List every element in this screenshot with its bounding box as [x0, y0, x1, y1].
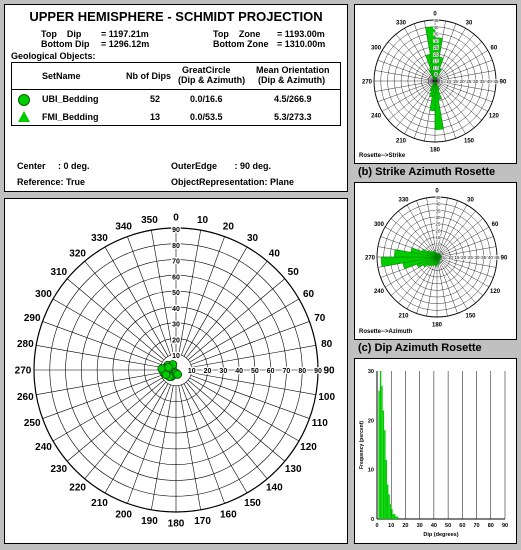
- histogram-y-tick-label: 30: [367, 369, 374, 375]
- top-zone-label: Top Zone: [213, 29, 261, 39]
- strike-rosette-caption: (b) Strike Azimuth Rosette: [354, 164, 517, 180]
- histogram-bar: [395, 517, 396, 519]
- rose-percent-label-north: 20: [433, 51, 439, 57]
- rose-azimuth-label: 150: [465, 313, 476, 320]
- rose-percent-label-east: 45: [493, 79, 499, 84]
- rose-percent-label-north: 15: [435, 235, 441, 240]
- row-count: 52: [150, 94, 161, 104]
- histogram-x-tick-label: 60: [459, 523, 466, 529]
- rose-percent-label-north: 30: [433, 38, 439, 44]
- azimuth-tick-label: 140: [266, 482, 283, 494]
- azimuth-tick-label: 230: [50, 463, 68, 475]
- strike-rosette-panel: [354, 4, 517, 164]
- col-greatcircle-1: GreatCircle: [182, 65, 231, 75]
- table-row[interactable]: [12, 91, 340, 109]
- azimuth-spoke: [184, 247, 247, 356]
- dip-tick-label-east: 30: [219, 368, 228, 375]
- object-representation-setting: ObjectRepresentation: Plane: [171, 177, 295, 187]
- rose-azimuth-label: 240: [371, 113, 382, 120]
- pole-marker: [174, 370, 182, 378]
- info-panel: [4, 4, 348, 192]
- azimuth-tick-label: 350: [141, 214, 158, 226]
- histogram-x-tick-label: 20: [402, 523, 409, 529]
- azimuth-tick-label: 60: [302, 289, 315, 300]
- rose-percent-label-east: 25: [467, 255, 473, 260]
- rose-percent-label-north: 25: [435, 221, 441, 227]
- rose-percent-label-north: 45: [435, 195, 441, 200]
- rose-azimuth-label: 120: [488, 113, 499, 120]
- histogram-bar: [380, 371, 381, 519]
- rose-percent-label-east: 35: [481, 255, 487, 260]
- azimuth-spoke: [184, 384, 247, 493]
- rose-azimuth-label: 300: [371, 45, 382, 52]
- rose-percent-label-east: 15: [452, 79, 458, 84]
- azimuth-tick-label: 290: [23, 313, 41, 325]
- rose-percent-label-east: 45: [494, 255, 500, 260]
- azimuth-tick-label: 190: [141, 516, 158, 528]
- azimuth-tick-label: 250: [23, 417, 41, 429]
- table-row[interactable]: [12, 109, 340, 127]
- row-mean: 5.3/273.3: [274, 112, 312, 122]
- azimuth-tick-label: 110: [311, 417, 328, 429]
- histogram-x-tick-label: 80: [487, 523, 494, 529]
- rose-percent-label-north: 40: [433, 24, 439, 30]
- dip-tick-label-east: 50: [250, 368, 259, 375]
- rose-percent-label-east: 30: [474, 255, 480, 260]
- dip-histogram-chart[interactable]: [355, 359, 516, 543]
- dip-tick-label-east: 20: [203, 368, 212, 375]
- rose-percent-label-east: 5: [440, 79, 444, 84]
- top-dip-value: = 1197.21m: [101, 29, 149, 39]
- azimuth-spoke: [151, 230, 173, 354]
- histogram-bar: [383, 410, 384, 519]
- azimuth-tick-label: 120: [300, 442, 317, 453]
- rose-percent-label-east: 30: [473, 79, 479, 84]
- dip-tick-label-east: 40: [235, 368, 244, 375]
- rose-percent-label-north: 40: [435, 201, 441, 207]
- bottom-zone-label: Bottom Zone: [213, 39, 269, 49]
- top-zone-value: = 1193.00m: [277, 29, 325, 39]
- histogram-bar: [393, 514, 394, 519]
- dip-tick-label-north: 40: [172, 305, 180, 313]
- azimuth-spoke: [151, 386, 173, 510]
- azimuth-spoke: [36, 345, 160, 367]
- col-setname: SetName: [42, 71, 81, 81]
- dip-rosette-panel: [354, 182, 517, 340]
- azimuth-tick-label: 150: [244, 498, 261, 510]
- dip-tick-label-east: 10: [187, 368, 196, 375]
- rose-percent-label-north: 10: [435, 241, 441, 247]
- azimuth-tick-label: 280: [16, 338, 34, 350]
- col-mean-2: (Dip & Azimuth): [258, 75, 326, 85]
- azimuth-tick-label: 320: [69, 248, 86, 260]
- stereonet-panel: [4, 198, 348, 544]
- azimuth-spoke: [179, 230, 201, 354]
- dip-tick-label-east: 60: [266, 368, 275, 375]
- rose-azimuth-label: 0: [433, 11, 437, 18]
- rose-percent-label-east: 10: [447, 255, 453, 260]
- azimuth-spoke: [192, 373, 316, 395]
- azimuth-tick-label: 160: [219, 509, 237, 521]
- rose-azimuth-label: 180: [429, 147, 441, 154]
- top-dip-label: Top Dip: [41, 29, 82, 39]
- strike-rosette-plot[interactable]: [355, 5, 516, 163]
- azimuth-spoke: [53, 299, 162, 362]
- azimuth-tick-label: 20: [222, 221, 234, 233]
- azimuth-tick-label: 240: [35, 442, 52, 453]
- col-nbdips: Nb of Dips: [126, 71, 171, 81]
- bottom-zone-value: = 1310.00m: [277, 39, 326, 49]
- azimuth-spoke: [190, 299, 299, 362]
- dip-rosette-caption: (c) Dip Azimuth Rosette: [354, 340, 517, 356]
- azimuth-tick-label: 50: [287, 267, 299, 279]
- dip-tick-label-north: 60: [172, 274, 180, 282]
- azimuth-tick-label: 330: [91, 232, 108, 244]
- rose-percent-label-north: 10: [433, 65, 439, 71]
- histogram-bar: [391, 509, 392, 519]
- stereonet-plot[interactable]: [5, 199, 347, 543]
- geological-objects-label: Geological Objects:: [11, 51, 96, 61]
- rose-azimuth-label: 270: [361, 79, 373, 86]
- dip-rosette-label: Rosette-->Azimuth: [359, 329, 413, 335]
- row-greatcircle: 0.0/53.5: [190, 112, 223, 122]
- rose-percent-label-east: 40: [486, 79, 492, 84]
- histogram-y-tick-label: 10: [367, 467, 374, 474]
- histogram-bar: [378, 391, 379, 519]
- rose-azimuth-label: 300: [373, 222, 384, 228]
- dip-tick-label-east: 70: [282, 368, 291, 375]
- rose-azimuth-label: 0: [435, 188, 439, 195]
- histogram-bar: [386, 460, 387, 519]
- azimuth-spoke: [53, 378, 162, 441]
- rose-azimuth-label: 210: [398, 313, 409, 320]
- azimuth-tick-label: 170: [194, 516, 211, 528]
- azimuth-spoke: [192, 345, 316, 367]
- azimuth-spoke: [105, 384, 168, 493]
- histogram-bar: [381, 386, 382, 519]
- rose-azimuth-label: 90: [499, 79, 507, 86]
- rose-azimuth-label: 30: [465, 20, 473, 27]
- row-name: FMI_Bedding: [42, 112, 99, 122]
- histogram-bar: [390, 504, 391, 519]
- center-setting: Center : 0 deg.: [17, 161, 90, 171]
- dip-histogram-panel: [354, 358, 517, 544]
- histogram-y-tick-label: 0: [370, 517, 374, 523]
- histogram-x-tick-label: 10: [388, 523, 395, 529]
- azimuth-tick-label: 130: [284, 463, 302, 475]
- rose-percent-label-east: 35: [479, 79, 485, 84]
- dip-rosette-plot[interactable]: [355, 183, 516, 339]
- rose-percent-label-east: 40: [487, 255, 493, 260]
- histogram-x-tick-label: 50: [445, 523, 452, 529]
- histogram-x-label: Dip (degrees): [423, 532, 459, 538]
- dip-tick-label-east: 80: [298, 368, 307, 375]
- rose-percent-label-north: 30: [435, 215, 441, 220]
- histogram-bar: [384, 430, 385, 519]
- rose-percent-label-north: 5: [436, 248, 440, 254]
- azimuth-tick-label: 100: [318, 392, 336, 404]
- rose-azimuth-label: 210: [395, 138, 407, 145]
- rose-percent-label-north: 15: [433, 58, 439, 64]
- azimuth-tick-label: 30: [246, 232, 259, 244]
- col-greatcircle-2: (Dip & Azimuth): [178, 75, 246, 85]
- azimuth-tick-label: 200: [115, 509, 133, 521]
- strike-rosette-label: Rosette-->Strike: [359, 153, 406, 159]
- azimuth-tick-label: 40: [268, 248, 280, 260]
- geological-objects-table: [11, 62, 341, 126]
- col-mean-1: Mean Orientation: [256, 65, 330, 75]
- rose-azimuth-label: 270: [364, 255, 376, 262]
- dip-tick-label-north: 10: [172, 353, 180, 361]
- rose-azimuth-label: 30: [467, 197, 474, 204]
- rose-percent-label-east: 5: [442, 255, 445, 260]
- dip-tick-label-north: 30: [172, 321, 180, 329]
- row-mean: 4.5/266.9: [274, 94, 312, 104]
- azimuth-tick-label: 300: [35, 289, 52, 300]
- azimuth-tick-label: 340: [115, 221, 133, 233]
- dip-tick-label-north: 20: [172, 337, 180, 345]
- rose-percent-label-east: 20: [461, 255, 467, 260]
- rose-percent-label-east: 25: [466, 79, 472, 84]
- rose-percent-label-east: 15: [454, 255, 460, 260]
- rose-percent-label-east: 20: [459, 79, 465, 84]
- rose-percent-label-north: 35: [435, 208, 441, 214]
- rose-azimuth-label: 330: [398, 197, 409, 204]
- histogram-x-tick-label: 0: [375, 523, 379, 529]
- bottom-dip-label: Bottom Dip: [41, 39, 90, 49]
- azimuth-tick-label: 210: [91, 498, 108, 510]
- dip-tick-label-east: 90: [314, 368, 322, 375]
- azimuth-spoke: [190, 378, 299, 441]
- rose-azimuth-label: 240: [373, 289, 384, 295]
- rose-azimuth-label: 120: [490, 289, 501, 295]
- dip-tick-label-north: 80: [172, 242, 180, 250]
- rose-azimuth-label: 150: [463, 138, 475, 145]
- green-circle-icon: [18, 94, 30, 106]
- azimuth-tick-label: 260: [16, 392, 34, 404]
- pole-marker: [162, 371, 170, 379]
- rose-azimuth-label: 60: [491, 222, 499, 228]
- azimuth-tick-label: 310: [50, 267, 68, 279]
- rose-percent-label-north: 20: [435, 228, 441, 234]
- azimuth-spoke: [36, 373, 160, 395]
- rose-azimuth-label: 90: [500, 255, 508, 262]
- rose-percent-label-north: 5: [434, 72, 438, 78]
- histogram-y-label: Frequency (percent): [359, 420, 365, 470]
- bottom-dip-value: = 1296.12m: [101, 39, 150, 49]
- histogram-x-tick-label: 40: [430, 523, 437, 529]
- row-count: 13: [150, 112, 161, 122]
- rose-azimuth-label: 330: [395, 20, 407, 27]
- dip-tick-label-north: 90: [172, 227, 180, 234]
- histogram-bar: [394, 514, 395, 519]
- dip-tick-label-north: 70: [172, 258, 180, 266]
- outer-edge-setting: OuterEdge : 90 deg.: [171, 161, 272, 171]
- row-greatcircle: 0.0/16.6: [190, 94, 223, 104]
- rose-percent-label-north: 45: [433, 18, 439, 23]
- rose-percent-label-north: 25: [433, 45, 439, 51]
- rose-azimuth-label: 180: [431, 322, 443, 329]
- azimuth-tick-label: 0: [173, 212, 179, 224]
- histogram-y-tick-label: 20: [367, 418, 374, 425]
- azimuth-tick-label: 70: [314, 313, 326, 325]
- azimuth-tick-label: 90: [323, 365, 335, 377]
- reference-setting: Reference: True: [17, 177, 86, 187]
- green-triangle-icon: [18, 111, 30, 122]
- pole-marker: [165, 363, 173, 371]
- azimuth-tick-label: 220: [69, 482, 86, 494]
- azimuth-spoke: [105, 247, 168, 356]
- rose-azimuth-label: 60: [490, 45, 498, 52]
- histogram-x-tick-label: 30: [416, 523, 423, 529]
- azimuth-tick-label: 180: [167, 518, 185, 530]
- azimuth-spoke: [179, 386, 201, 510]
- row-name: UBI_Bedding: [42, 94, 99, 104]
- histogram-x-tick-label: 90: [501, 523, 509, 529]
- azimuth-tick-label: 270: [14, 365, 32, 377]
- rose-percent-label-north: 35: [433, 31, 439, 37]
- azimuth-tick-label: 10: [197, 214, 209, 226]
- azimuth-tick-label: 80: [321, 338, 333, 350]
- histogram-x-tick-label: 70: [473, 523, 480, 529]
- histogram-bar: [388, 494, 389, 519]
- table-header-rule: [12, 89, 340, 90]
- histogram-bar: [387, 484, 388, 519]
- dip-tick-label-north: 50: [172, 290, 180, 298]
- rose-percent-label-east: 10: [446, 79, 452, 84]
- page-title: UPPER HEMISPHERE - SCHMIDT PROJECTION: [29, 9, 323, 24]
- histogram-bar: [397, 517, 398, 519]
